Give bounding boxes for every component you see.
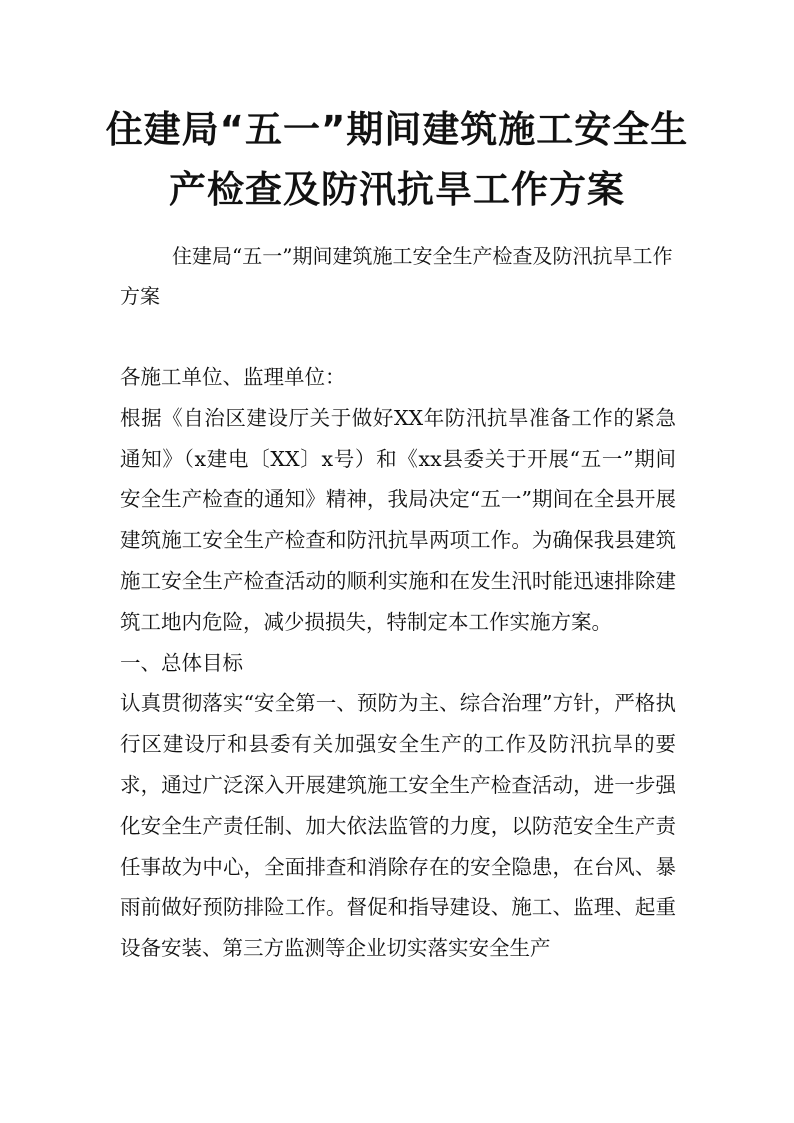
document-body <box>120 357 676 969</box>
document-subtitle: 住建局“五一”期间建筑施工安全生产检查及防汛抗旱工作方案 <box>120 244 673 308</box>
document-title-line2: 产检查及防汛抗旱工作方案 <box>169 168 625 211</box>
section-heading: 一、总体目标 <box>120 650 243 675</box>
document-title-line1: 住建局“五一”期间建筑施工安全生 <box>105 108 689 151</box>
intro-paragraph: 根据《自治区建设厅关于做好XX年防汛抗旱准备工作的紧急通知》（x建电〔XX〕x号）和《xx县委关于开展“五一”期间安全生产检查的通知》精神，我局决定“五一”期间在全县开展建筑施工安全生产检查和防汛抗旱两项工作。为确保我县建筑施工安全生产检查活动的顺利实施和在发生汛时能迅速排除建筑工地内危险，减少损损失，特制定本工作实施方案。 <box>120 405 676 634</box>
salutation: 各施工单位、监理单位： <box>120 365 346 389</box>
objective-paragraph: 认真贯彻落实“安全第一、预防为主、综合治理”方针，严格执行区建设厅和县委有关加强安全生产的工作及防汛抗旱的要求，通过广泛深入开展建筑施工安全生产检查活动，进一步强化安全生产责任制、加大依法监管的力度，以防范安全生产责任事故为中心，全面排查和消除存在的安全隐患，在台风、暴雨前做好预防排险工作。督促和指导建设、施工、监理、起重设备安装、第三方监测等企业切实落实安全生产 <box>120 691 676 961</box>
